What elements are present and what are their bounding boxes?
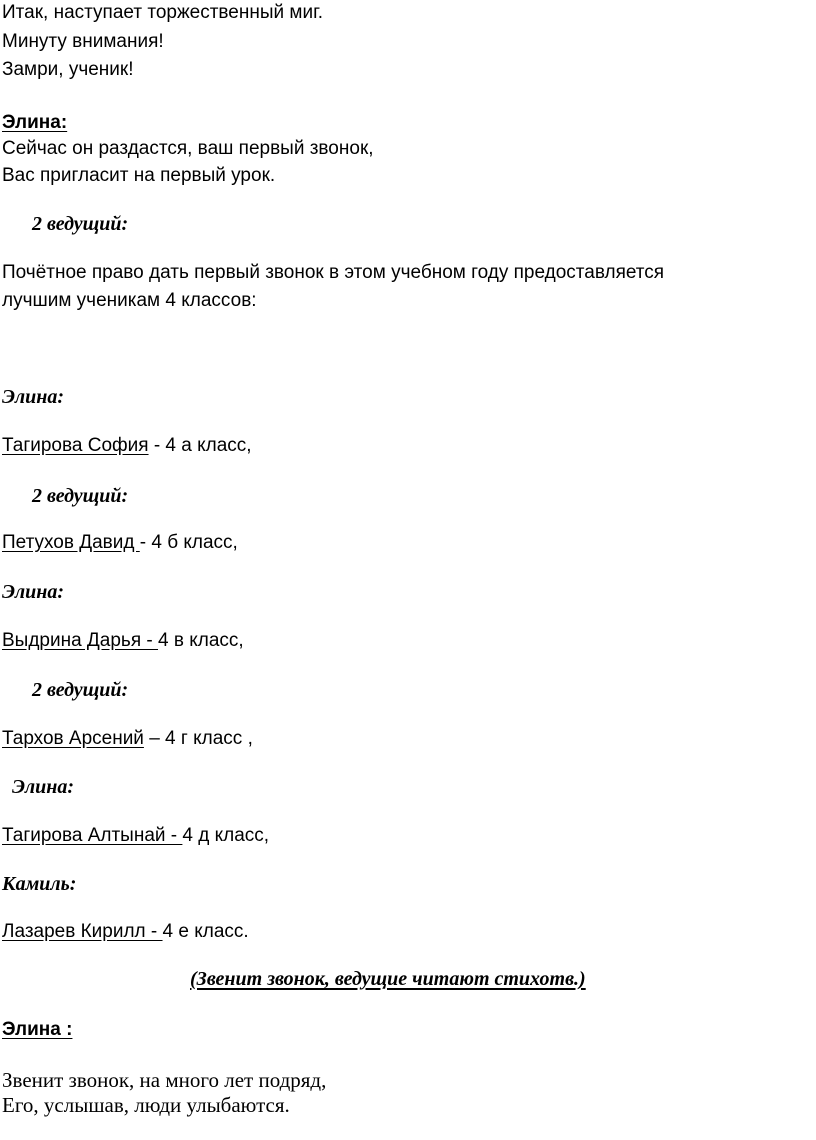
final-line-1: Звенит звонок, на много лет подряд,: [2, 1068, 327, 1092]
entry-6-line: [2, 921, 249, 943]
entry-3-name: Выдрина Дарья -: [2, 630, 159, 651]
intro-line-1: Итак, наступает торжественный миг.: [2, 2, 323, 23]
block2-line-2: лучшим ученикам 4 классов:: [2, 290, 257, 311]
entry-1-name: Тагирова София: [2, 435, 149, 456]
speaker-elina-final: Элина :: [2, 1019, 73, 1040]
entry-6-class: 4 е класс.: [162, 921, 249, 942]
entry-3-class: 4 в класс,: [158, 630, 244, 651]
entry-5-line: [2, 825, 269, 847]
entry-4-name: Тархов Арсений: [2, 728, 144, 749]
entry-2-line: [2, 532, 238, 554]
block2-line-1: Почётное право дать первый звонок в этом учебном году предоставляется: [2, 262, 665, 283]
entry-5-speaker: Элина:: [12, 776, 75, 798]
entry-5-name: Тагирова Алтынай -: [2, 825, 183, 846]
block1-line-2: Вас пригласит на первый урок.: [2, 165, 276, 186]
entry-2-class: - 4 б класс,: [139, 532, 238, 553]
entry-5-class: 4 д класс,: [182, 825, 270, 846]
entry-3-line: [2, 630, 244, 652]
entry-2-name: Петухов Давид: [2, 532, 140, 553]
entry-4-class: – 4 г класс ,: [143, 728, 253, 749]
speaker-elina-1: Элина:: [2, 112, 68, 133]
entry-4-speaker: 2 ведущий:: [32, 679, 129, 701]
entry-1-class: - 4 а класс,: [148, 435, 252, 456]
stage-direction: (Звенит звонок, ведущие читают стихотв.): [190, 968, 586, 990]
entry-6-speaker: Камиль:: [2, 873, 77, 895]
entry-4-line: [2, 728, 253, 750]
entry-1-line: [2, 435, 252, 457]
entry-3-speaker: Элина:: [2, 581, 65, 603]
speaker-host-2: 2 ведущий:: [32, 213, 129, 235]
entry-2-speaker: 2 ведущий:: [32, 485, 129, 507]
intro-line-3: Замри, ученик!: [2, 59, 134, 80]
intro-line-2: Минуту внимания!: [2, 31, 164, 52]
block1-line-1: Сейчас он раздастся, ваш первый звонок,: [2, 138, 374, 159]
entry-1-speaker: Элина:: [2, 386, 65, 408]
final-line-2: Его, услышав, люди улыбаются.: [2, 1093, 290, 1117]
entry-6-name: Лазарев Кирилл -: [2, 921, 163, 942]
